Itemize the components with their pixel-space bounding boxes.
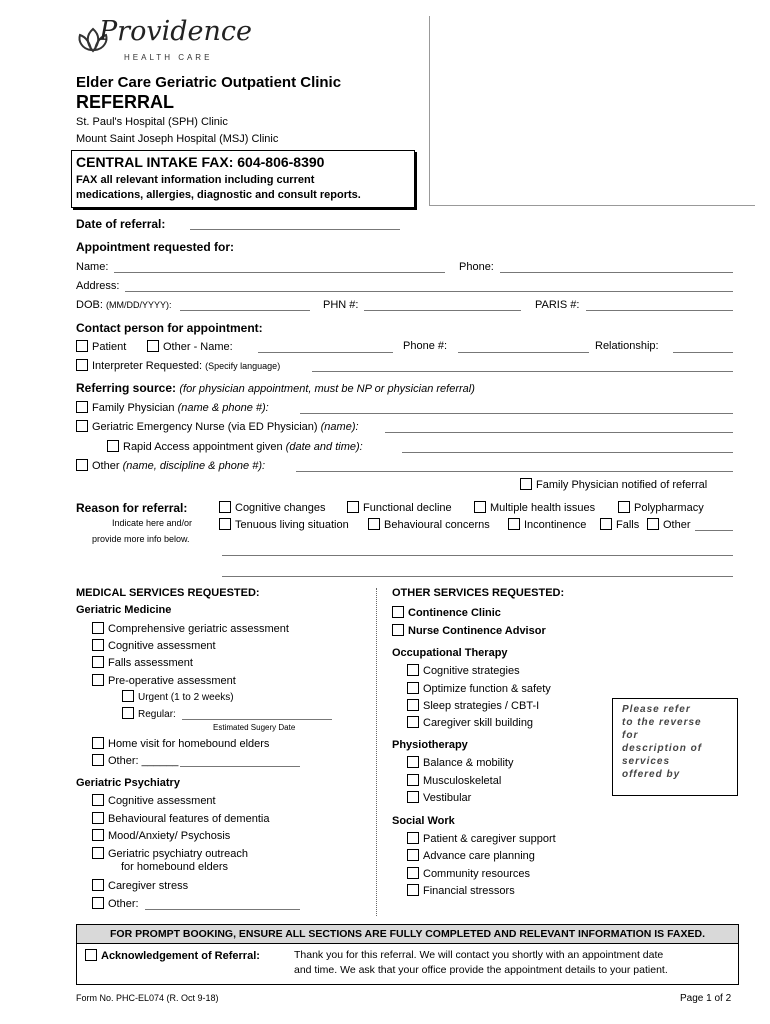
gm-falls-label: Falls assessment xyxy=(108,657,193,669)
contact-patient-checkbox[interactable] xyxy=(76,340,88,352)
ot-sleep[interactable] xyxy=(407,699,539,712)
ack-thanks-line1: Thank you for this referral. We will contact you shortly with an appointment date xyxy=(294,949,664,961)
physio-musculoskeletal-label: Musculoskeletal xyxy=(423,775,502,787)
gm-home-visit-checkbox[interactable] xyxy=(92,737,104,749)
ot-optimize-label: Optimize function & safety xyxy=(423,683,551,695)
ot-optimize-checkbox[interactable] xyxy=(407,682,419,694)
gp-mood-checkbox[interactable] xyxy=(92,829,104,841)
dob-field[interactable] xyxy=(180,310,310,311)
logo-subtitle: HEALTH CARE xyxy=(124,53,213,62)
gp-cognitive-checkbox[interactable] xyxy=(92,794,104,806)
reason-heading: Reason for referral: xyxy=(76,501,188,515)
rapid-access-field[interactable] xyxy=(402,452,733,453)
reason-incontinence-label: Incontinence xyxy=(524,519,587,531)
clinic-title: Elder Care Geriatric Outpatient Clinic xyxy=(76,74,342,91)
reason-behavioural[interactable] xyxy=(368,518,490,531)
gp-cognitive-label: Cognitive assessment xyxy=(108,795,216,807)
reason-functional-decline-checkbox[interactable] xyxy=(347,501,359,513)
sw-financial[interactable] xyxy=(407,884,515,897)
phn-field[interactable] xyxy=(364,310,521,311)
rapid-access-option[interactable] xyxy=(107,440,363,453)
ref-other-hint: (name, discipline & phone #): xyxy=(122,460,266,472)
other-services-heading: OTHER SERVICES REQUESTED: xyxy=(392,587,565,599)
reason-behavioural-label: Behavioural concerns xyxy=(384,519,490,531)
fp-notified-label: Family Physician notified of referral xyxy=(536,479,708,491)
ot-cognitive[interactable] xyxy=(407,664,520,677)
medical-heading: MEDICAL SERVICES REQUESTED: xyxy=(76,587,260,599)
preop-urgent[interactable] xyxy=(122,690,234,703)
reason-functional-decline-label: Functional decline xyxy=(363,502,452,514)
continence-clinic[interactable] xyxy=(392,606,501,619)
relationship-label: Relationship: xyxy=(595,340,659,352)
sw-patient-support[interactable] xyxy=(407,832,556,845)
ref-other-option[interactable] xyxy=(76,459,265,472)
reason-note-line2: provide more info below. xyxy=(92,534,190,544)
dob-label xyxy=(76,299,171,311)
relationship-field[interactable] xyxy=(673,352,733,353)
contact-other-name-field[interactable] xyxy=(258,352,393,353)
clinic-line-msj: Mount Saint Joseph Hospital (MSJ) Clinic xyxy=(76,133,279,145)
reason-cognitive-changes[interactable] xyxy=(219,501,326,514)
ref-ger-nurse-option[interactable] xyxy=(76,420,359,433)
physio-heading: Physiotherapy xyxy=(392,739,468,751)
address-field[interactable] xyxy=(125,291,733,292)
gp-cognitive[interactable] xyxy=(92,794,216,807)
reason-multiple-health-label: Multiple health issues xyxy=(490,502,596,514)
reason-cognitive-changes-checkbox[interactable] xyxy=(219,501,231,513)
gp-outreach-checkbox[interactable] xyxy=(92,847,104,859)
referring-note: (for physician appointment, must be NP or physician referral) xyxy=(179,383,475,395)
sw-community-label: Community resources xyxy=(423,868,530,880)
refer-note-text xyxy=(622,703,702,781)
ref-other-checkbox[interactable] xyxy=(76,459,88,471)
ref-family-physician-hint: (name & phone #): xyxy=(177,402,269,414)
name-label: Name: xyxy=(76,261,109,273)
ot-cognitive-checkbox[interactable] xyxy=(407,664,419,676)
reason-tenuous-living[interactable] xyxy=(219,518,349,531)
header-frame-vertical xyxy=(429,16,430,206)
sw-advance-care-label: Advance care planning xyxy=(423,850,535,862)
dob-format: (MM/DD/YYYY): xyxy=(105,300,172,310)
ot-sleep-checkbox[interactable] xyxy=(407,699,419,711)
referring-heading: Referring source: xyxy=(76,381,177,395)
contact-patient-option[interactable] xyxy=(76,340,126,353)
gm-comprehensive[interactable] xyxy=(92,622,289,635)
gp-other-field[interactable] xyxy=(145,909,300,910)
fax-note-line1: FAX all relevant information including current xyxy=(76,174,315,186)
physio-balance-label: Balance & mobility xyxy=(423,757,514,769)
ref-other-field[interactable] xyxy=(296,471,733,472)
form-number: Form No. PHC-EL074 (R. Oct 9-18) xyxy=(76,993,219,1003)
fax-title: CENTRAL INTAKE FAX: 604-806-8390 xyxy=(76,154,325,170)
ot-caregiver[interactable] xyxy=(407,716,533,729)
preop-regular-checkbox[interactable] xyxy=(122,707,134,719)
ref-ger-nurse-hint: (name): xyxy=(320,421,359,433)
gm-preop-checkbox[interactable] xyxy=(92,674,104,686)
sw-community[interactable] xyxy=(407,867,530,880)
gm-comprehensive-checkbox[interactable] xyxy=(92,622,104,634)
refer-note-line1: Please refer xyxy=(622,704,691,715)
social-work-heading: Social Work xyxy=(392,815,455,827)
appointment-heading: Appointment requested for: xyxy=(76,240,234,254)
reason-other-label: Other xyxy=(663,519,691,531)
reason-multiple-health-checkbox[interactable] xyxy=(474,501,486,513)
physio-balance-checkbox[interactable] xyxy=(407,756,419,768)
interpreter-label: Interpreter Requested: xyxy=(92,360,203,372)
reason-functional-decline[interactable] xyxy=(347,501,452,514)
refer-note-line4: description of xyxy=(622,743,703,754)
gp-other-checkbox[interactable] xyxy=(92,897,104,909)
ot-caregiver-checkbox[interactable] xyxy=(407,716,419,728)
continence-clinic-checkbox[interactable] xyxy=(392,606,404,618)
reason-falls-label: Falls xyxy=(616,519,640,531)
gp-caregiver-label: Caregiver stress xyxy=(108,880,189,892)
reason-incontinence[interactable] xyxy=(508,518,586,531)
physio-balance[interactable] xyxy=(407,756,514,769)
gp-other[interactable] xyxy=(92,897,139,910)
fax-box xyxy=(71,150,415,208)
refer-note-line3: for xyxy=(622,730,639,741)
gm-other-checkbox[interactable] xyxy=(92,754,104,766)
reason-other[interactable] xyxy=(647,518,691,531)
ref-family-physician-field[interactable] xyxy=(300,413,733,414)
preop-regular[interactable] xyxy=(122,707,176,720)
rapid-access-hint: (date and time): xyxy=(285,441,363,453)
sw-advance-care-checkbox[interactable] xyxy=(407,849,419,861)
preop-urgent-label: Urgent (1 to 2 weeks) xyxy=(138,692,234,703)
ref-family-physician-checkbox[interactable] xyxy=(76,401,88,413)
rapid-access-label: Rapid Access appointment given xyxy=(123,441,283,453)
refer-note-box xyxy=(612,698,738,796)
reason-cognitive-changes-label: Cognitive changes xyxy=(235,502,326,514)
contact-phone-label: Phone #: xyxy=(403,340,448,352)
gp-mood-label: Mood/Anxiety/ Psychosis xyxy=(108,830,231,842)
ack-thanks-line2: and time. We ask that your office provide the appointment details to your patient. xyxy=(294,964,668,976)
ot-heading: Occupational Therapy xyxy=(392,647,508,659)
ref-ger-nurse-label: Geriatric Emergency Nurse (via ED Physician) xyxy=(92,421,318,433)
page-number: Page 1 of 2 xyxy=(680,993,732,1004)
contact-other-label: Other - Name: xyxy=(163,341,233,353)
phn-label: PHN #: xyxy=(323,299,359,311)
reason-polypharmacy-checkbox[interactable] xyxy=(618,501,630,513)
nurse-continence-label: Nurse Continence Advisor xyxy=(408,625,546,637)
reason-info-line-1[interactable] xyxy=(222,555,733,556)
dob-text: DOB: xyxy=(76,299,103,311)
gm-preop[interactable] xyxy=(92,674,236,687)
gm-cognitive[interactable] xyxy=(92,639,216,652)
ref-family-physician-option[interactable] xyxy=(76,401,269,414)
geriatric-medicine-heading: Geriatric Medicine xyxy=(76,604,172,616)
logo-wordmark: Providence xyxy=(99,16,252,47)
header-frame-horizontal xyxy=(429,205,755,206)
gm-home-visit-label: Home visit for homebound elders xyxy=(108,738,270,750)
gm-other-blank: ______ xyxy=(141,755,179,767)
sw-community-checkbox[interactable] xyxy=(407,867,419,879)
gp-outreach[interactable] xyxy=(92,847,248,860)
reason-polypharmacy[interactable] xyxy=(618,501,704,514)
gm-cognitive-checkbox[interactable] xyxy=(92,639,104,651)
fax-note-line2: medications, allergies, diagnostic and consult reports. xyxy=(76,189,361,201)
booking-banner xyxy=(77,925,738,944)
gm-falls[interactable] xyxy=(92,656,193,669)
nurse-continence-checkbox[interactable] xyxy=(392,624,404,636)
phone-label: Phone: xyxy=(459,261,494,273)
reason-note-line1: Indicate here and/or xyxy=(112,518,193,528)
paris-field[interactable] xyxy=(586,310,733,311)
contact-other-option[interactable] xyxy=(147,340,233,353)
nurse-continence[interactable] xyxy=(392,624,546,637)
fp-notified-option[interactable] xyxy=(520,478,707,491)
refer-note-line5: services xyxy=(622,756,671,767)
contact-phone-field[interactable] xyxy=(458,352,589,353)
reason-incontinence-checkbox[interactable] xyxy=(508,518,520,530)
physio-vestibular-checkbox[interactable] xyxy=(407,791,419,803)
gp-behavioural-checkbox[interactable] xyxy=(92,812,104,824)
sw-patient-support-label: Patient & caregiver support xyxy=(423,833,556,845)
reason-polypharmacy-label: Polypharmacy xyxy=(634,502,704,514)
ot-cognitive-label: Cognitive strategies xyxy=(423,665,520,677)
sw-patient-support-checkbox[interactable] xyxy=(407,832,419,844)
gp-mood[interactable] xyxy=(92,829,230,842)
refer-note-line6: offered by xyxy=(622,769,681,780)
gm-other-label: Other: xyxy=(108,755,139,767)
gp-behavioural-label: Behavioural features of dementia xyxy=(108,813,270,825)
ref-ger-nurse-checkbox[interactable] xyxy=(76,420,88,432)
surgery-date-caption: Estimated Sugery Date xyxy=(213,723,296,732)
reason-behavioural-checkbox[interactable] xyxy=(368,518,380,530)
phone-field[interactable] xyxy=(500,272,733,273)
physio-musculoskeletal-checkbox[interactable] xyxy=(407,774,419,786)
physio-vestibular[interactable] xyxy=(407,791,471,804)
ref-family-physician-label: Family Physician xyxy=(92,402,175,414)
address-label: Address: xyxy=(76,280,120,292)
date-of-referral-label: Date of referral: xyxy=(76,217,166,231)
reason-falls-checkbox[interactable] xyxy=(600,518,612,530)
reason-multiple-health[interactable] xyxy=(474,501,595,514)
physio-musculoskeletal[interactable] xyxy=(407,774,501,787)
ack-option[interactable] xyxy=(85,949,260,962)
surgery-date-field[interactable] xyxy=(182,719,332,720)
gp-other-label: Other: xyxy=(108,898,139,910)
fp-notified-checkbox[interactable] xyxy=(520,478,532,490)
gm-comprehensive-label: Comprehensive geriatric assessment xyxy=(108,623,289,635)
gp-outreach-line2: for homebound elders xyxy=(121,861,229,873)
ot-caregiver-label: Caregiver skill building xyxy=(423,717,534,729)
rapid-access-checkbox[interactable] xyxy=(107,440,119,452)
refer-note-line2: to the reverse xyxy=(622,717,702,728)
gm-home-visit[interactable] xyxy=(92,737,269,750)
reason-tenuous-living-label: Tenuous living situation xyxy=(235,519,349,531)
geriatric-psychiatry-heading: Geriatric Psychiatry xyxy=(76,777,180,789)
gm-cognitive-label: Cognitive assessment xyxy=(108,640,216,652)
interpreter-checkbox[interactable] xyxy=(76,359,88,371)
reason-tenuous-living-checkbox[interactable] xyxy=(219,518,231,530)
gp-caregiver[interactable] xyxy=(92,879,188,892)
date-of-referral-field[interactable] xyxy=(190,229,400,230)
name-field[interactable] xyxy=(114,272,445,273)
reason-info-line-2[interactable] xyxy=(222,576,733,577)
booking-box xyxy=(76,924,739,985)
contact-patient-label: Patient xyxy=(92,341,127,353)
clinic-line-sph: St. Paul's Hospital (SPH) Clinic xyxy=(76,116,228,128)
interpreter-option[interactable] xyxy=(76,359,280,372)
sw-financial-label: Financial stressors xyxy=(423,885,515,897)
contact-heading: Contact person for appointment: xyxy=(76,321,263,335)
interpreter-hint: (Specify language) xyxy=(205,361,281,371)
ref-ger-nurse-field[interactable] xyxy=(385,432,733,433)
gp-outreach-label: Geriatric psychiatry outreach xyxy=(108,848,248,860)
ot-optimize[interactable] xyxy=(407,682,551,695)
gm-other[interactable] xyxy=(92,754,178,767)
paris-label: PARIS #: xyxy=(535,299,580,311)
column-divider xyxy=(376,588,377,916)
ot-sleep-label: Sleep strategies / CBT-I xyxy=(423,700,540,712)
booking-banner-text: FOR PROMPT BOOKING, ENSURE ALL SECTIONS ARE FULLY COMPLETED AND RELEVANT INFORMATION IS FAXED. xyxy=(109,928,706,940)
gm-falls-checkbox[interactable] xyxy=(92,656,104,668)
reason-other-checkbox[interactable] xyxy=(647,518,659,530)
interpreter-field[interactable] xyxy=(312,371,733,372)
gp-caregiver-checkbox[interactable] xyxy=(92,879,104,891)
physio-vestibular-label: Vestibular xyxy=(423,792,472,804)
form-title: REFERRAL xyxy=(76,92,174,112)
sw-advance-care[interactable] xyxy=(407,849,535,862)
preop-regular-label: Regular: xyxy=(138,709,176,720)
ref-other-label: Other xyxy=(92,460,120,472)
contact-other-checkbox[interactable] xyxy=(147,340,159,352)
ack-checkbox[interactable] xyxy=(85,949,97,961)
sw-financial-checkbox[interactable] xyxy=(407,884,419,896)
preop-urgent-checkbox[interactable] xyxy=(122,690,134,702)
gp-behavioural[interactable] xyxy=(92,812,269,825)
gm-other-field[interactable] xyxy=(180,766,300,767)
reason-other-field[interactable] xyxy=(695,530,733,531)
reason-falls[interactable] xyxy=(600,518,639,531)
ack-label: Acknowledgement of Referral: xyxy=(101,950,260,962)
gm-preop-label: Pre-operative assessment xyxy=(108,675,236,687)
continence-clinic-label: Continence Clinic xyxy=(408,607,501,619)
referring-heading-row xyxy=(76,381,475,395)
